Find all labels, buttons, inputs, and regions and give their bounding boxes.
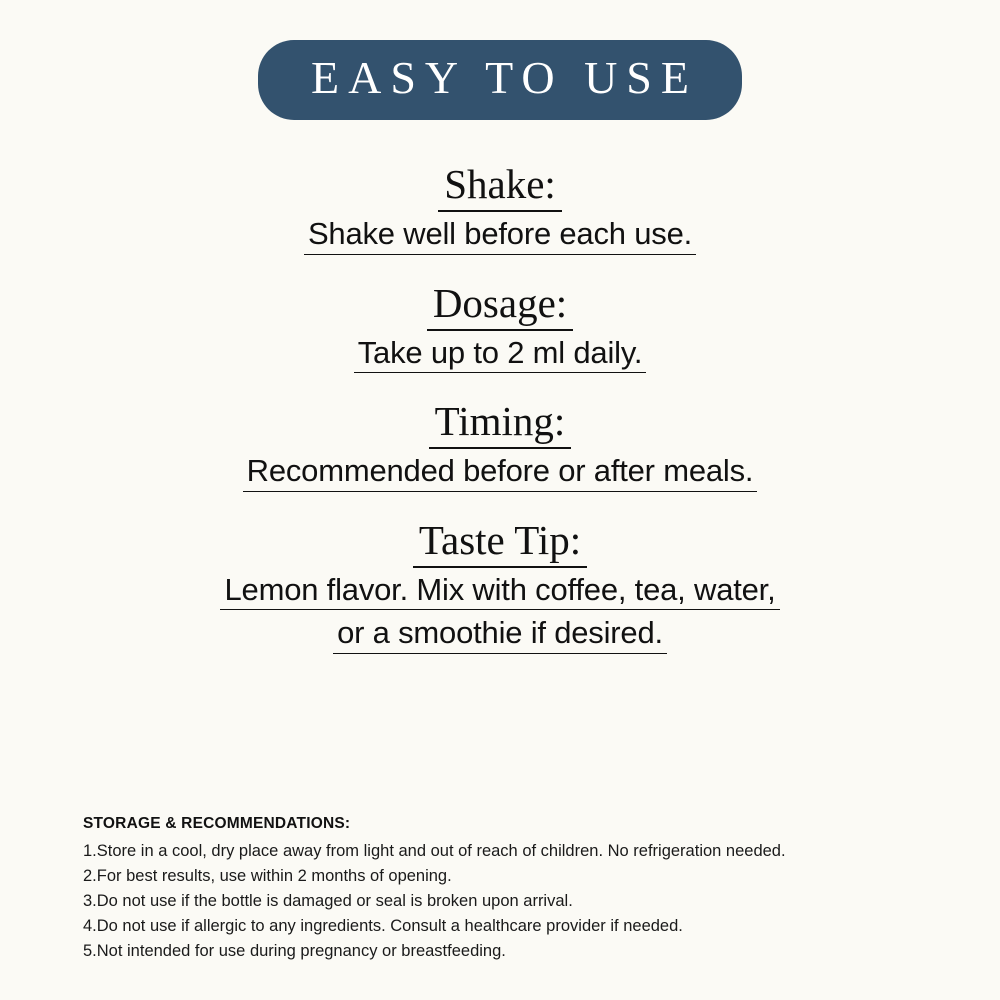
section-line: Recommended before or after meals. [243, 453, 758, 492]
section-line: Lemon flavor. Mix with coffee, tea, water, [220, 572, 779, 611]
section-line: Shake well before each use. [304, 216, 696, 255]
storage-recommendations [83, 815, 928, 964]
section-shake [0, 162, 1000, 254]
list-item: 2.For best results, use within 2 months of opening. [83, 866, 452, 885]
section-line: or a smoothie if desired. [333, 615, 667, 654]
list-item: 4.Do not use if allergic to any ingredients. Consult a healthcare provider if needed. [83, 916, 683, 935]
section-line: Take up to 2 ml daily. [354, 335, 647, 374]
instruction-sections [0, 162, 1000, 680]
header-pill [258, 40, 742, 120]
section-heading: Shake: [438, 162, 562, 212]
list-item: 1.Store in a cool, dry place away from light and out of reach of children. No refrigeration needed. [83, 841, 786, 860]
section-dosage [0, 281, 1000, 373]
page-title: EASY TO USE [311, 52, 698, 103]
list-item: 5.Not intended for use during pregnancy or breastfeeding. [83, 941, 506, 960]
storage-title: STORAGE & RECOMMENDATIONS: [83, 814, 351, 832]
section-heading: Taste Tip: [413, 518, 587, 568]
section-heading: Timing: [429, 399, 572, 449]
section-timing [0, 399, 1000, 491]
header [0, 0, 1000, 120]
list-item: 3.Do not use if the bottle is damaged or seal is broken upon arrival. [83, 891, 573, 910]
section-taste-tip [0, 518, 1000, 654]
section-heading: Dosage: [427, 281, 573, 331]
